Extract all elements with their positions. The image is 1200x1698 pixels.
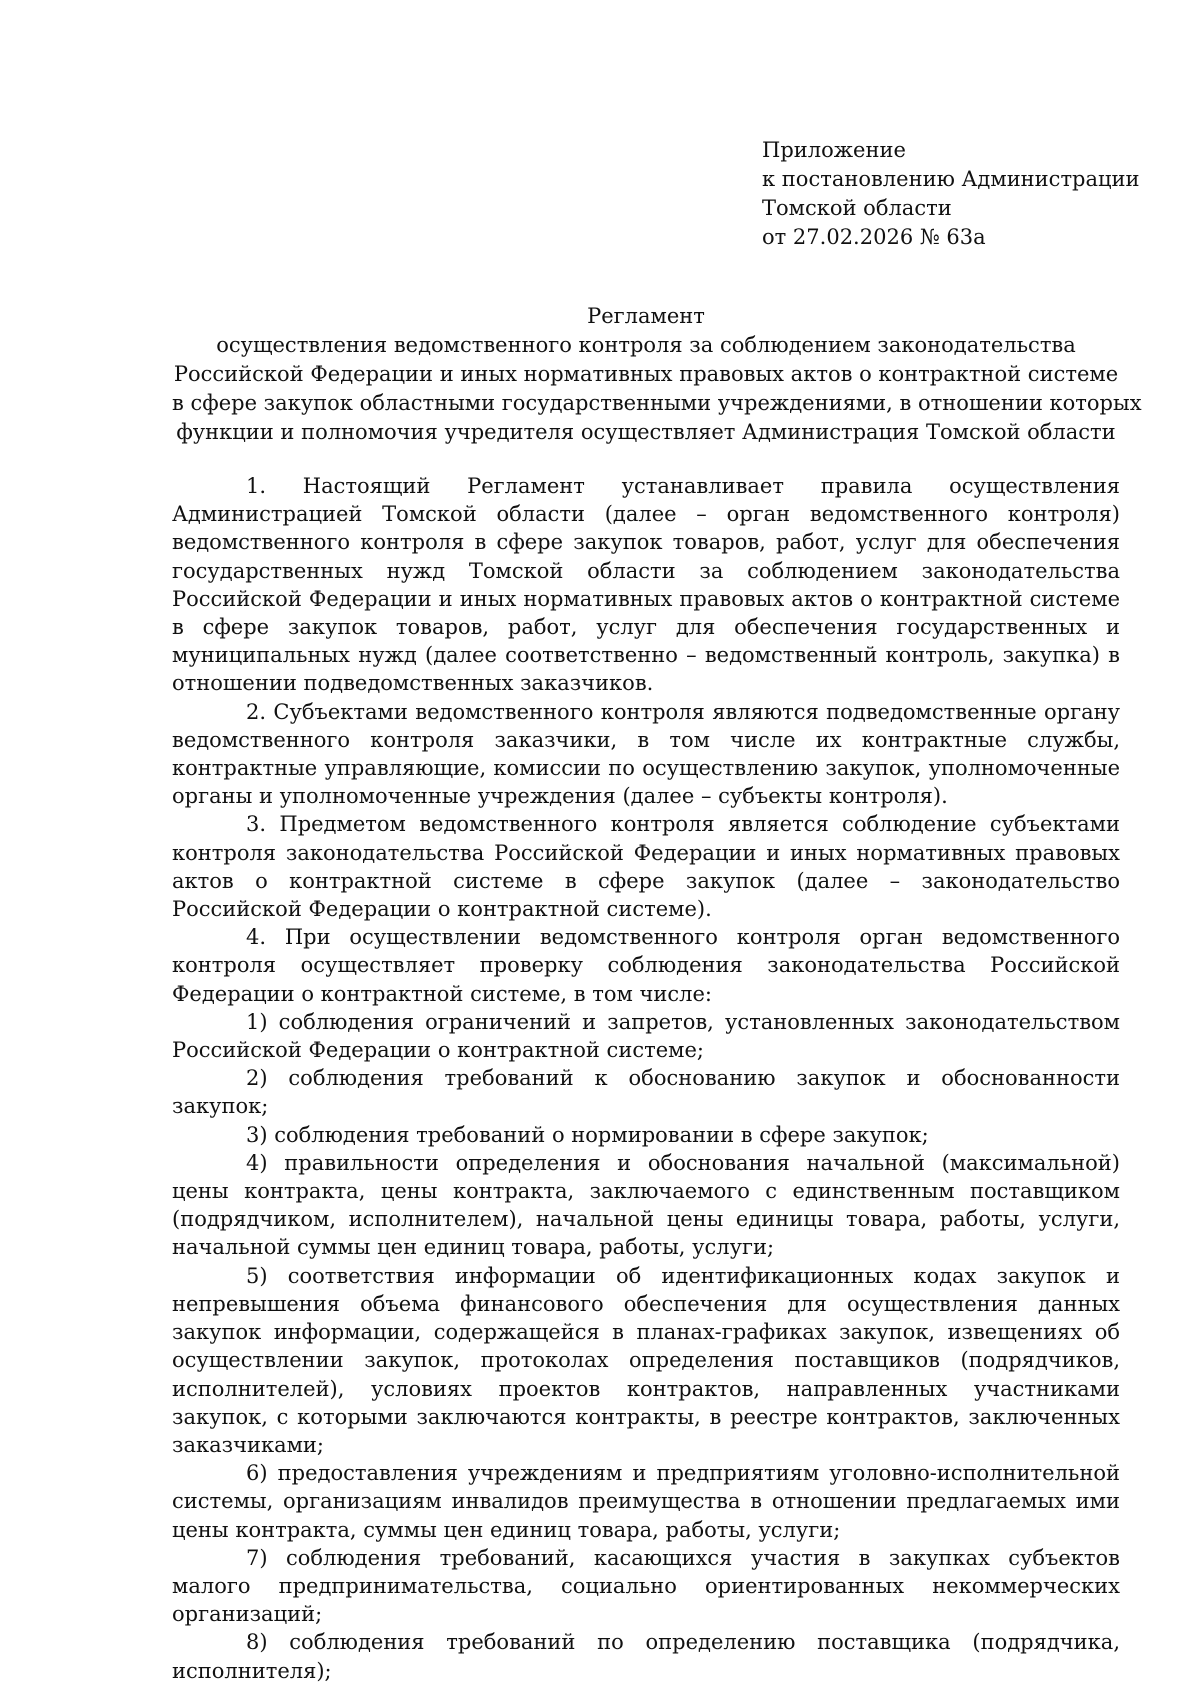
annex-line: к постановлению Администрации bbox=[762, 167, 1140, 191]
title-line: в сфере закупок областными государственными учреждениями, в отношении которых bbox=[172, 391, 1142, 415]
document-body bbox=[172, 472, 1120, 1685]
annex-block bbox=[762, 136, 1140, 252]
list-item-3: 3) соблюдения требований о нормировании в сфере закупок; bbox=[246, 1122, 929, 1147]
annex-line: Приложение bbox=[762, 138, 906, 162]
list-item-8: 8) соблюдения требований по определению поставщика (подрядчика, исполнителя); bbox=[172, 1630, 1120, 1683]
title-line: функции и полномочия учредителя осуществляет Администрация Томской области bbox=[176, 420, 1116, 444]
list-item-2: 2) соблюдения требований к обоснованию закупок и обоснованности закупок; bbox=[172, 1066, 1120, 1119]
list-item-6: 6) предоставления учреждениям и предприятиям уголовно-исполнительной системы, организациям инвалидов преимущества в отношении предлагаемых ими цены контракта, суммы цен единиц товара, работы, услуги; bbox=[172, 1461, 1120, 1542]
title-heading: Регламент bbox=[587, 304, 705, 328]
paragraph-2: 2. Субъектами ведомственного контроля являются подведомственные органу ведомственного контроля заказчики, в том числе их контрактные службы, контрактные управляющие, комиссии по осуществлению закупок, уполномоченные органы и уполномоченные учреждения (далее – субъекты контроля). bbox=[172, 699, 1120, 809]
list-item-1: 1) соблюдения ограничений и запретов, установленных законодательством Российской Федерации о контрактной системе; bbox=[172, 1009, 1120, 1063]
list-item-5: 5) соответствия информации об идентификационных кодах закупок и непревышения объема финансового обеспечения для осуществления данных закупок информации, содержащейся в планах-графиках закупок, извещениях об осуществлении закупок, протоколах определения поставщиков (подрядчиков, исполнителей), условиях проектов контрактов, направленных участниками закупок, с которыми заключаются контракты, в реестре контрактов, заключенных заказчиками; bbox=[172, 1263, 1120, 1457]
annex-date-number: от 27.02.2026 № 63а bbox=[762, 225, 986, 249]
annex-line: Томской области bbox=[762, 196, 952, 220]
paragraph-3: 3. Предметом ведомственного контроля является соблюдение субъектами контроля законодательства Российской Федерации и иных нормативных правовых актов о контрактной системе в сфере закупок (далее – законодательство Российской Федерации о контрактной системе). bbox=[172, 812, 1120, 922]
paragraph-1: 1. Настоящий Регламент устанавливает правила осуществления Администрацией Томской области (далее – орган ведомственного контроля) ведомственного контроля в сфере закупок товаров, работ, услуг для обеспечения государственных нужд Томской области за соблюдением законодательства Российской Федерации и иных нормативных правовых актов о контрактной системе в сфере закупок товаров, работ, услуг для обеспечения государственных и муниципальных нужд (далее соответственно – ведомственный контроль, закупка) в отношении подведомственных заказчиков. bbox=[172, 474, 1120, 696]
paragraph-4: 4. При осуществлении ведомственного контроля орган ведомственного контроля осуществляет проверку соблюдения законодательства Российской Федерации о контрактной системе, в том числе: bbox=[172, 925, 1120, 1006]
list-item-4: 4) правильности определения и обоснования начальной (максимальной) цены контракта, цены контракта, заключаемого с единственным поставщиком (подрядчиком, исполнителем), начальной цены единицы товара, работы, услуги, начальной суммы цен единиц товара, работы, услуги; bbox=[172, 1150, 1120, 1260]
document-title bbox=[172, 302, 1142, 447]
list-item-7: 7) соблюдения требований, касающихся участия в закупках субъектов малого предпринимательства, социально ориентированных некоммерческих организаций; bbox=[172, 1545, 1120, 1627]
title-line: осуществления ведомственного контроля за соблюдением законодательства bbox=[216, 333, 1076, 357]
title-line: Российской Федерации и иных нормативных правовых актов о контрактной системе bbox=[173, 362, 1119, 386]
